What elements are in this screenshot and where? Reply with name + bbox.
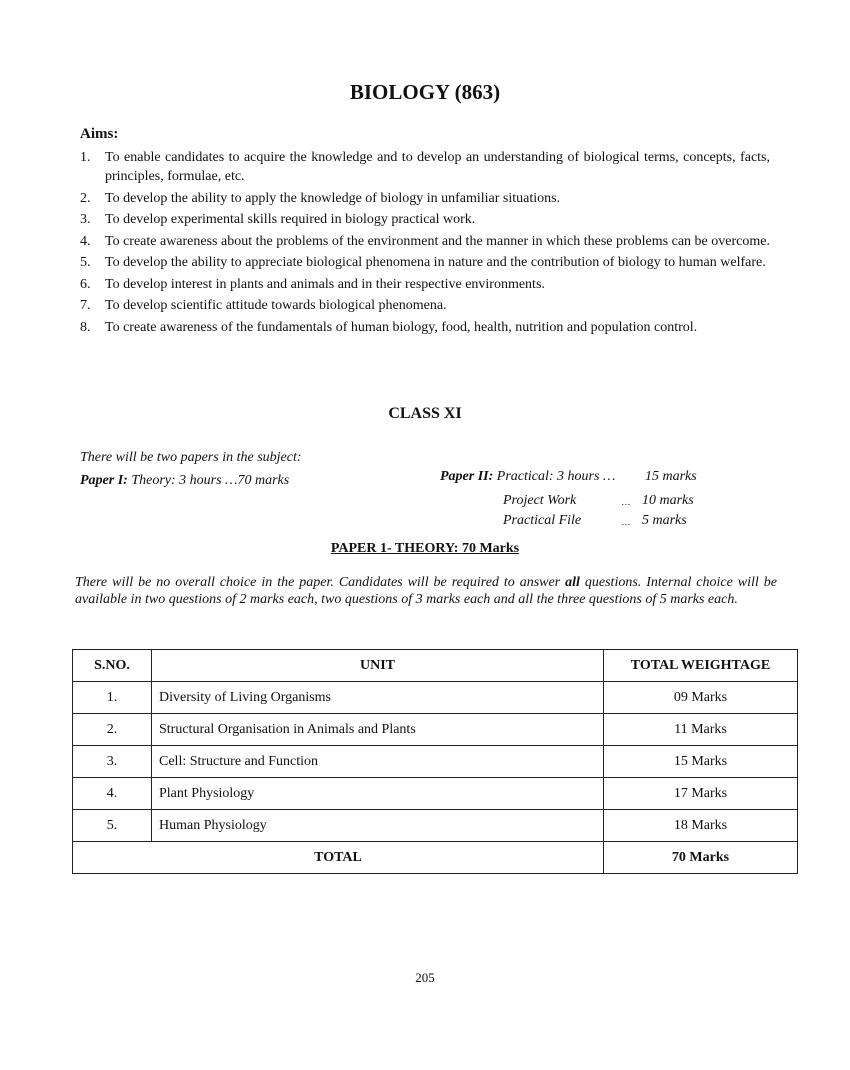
cell-sno: 5. [73, 810, 152, 842]
paper2-text: Practical: 3 hours … [496, 469, 616, 484]
header-weightage: TOTAL WEIGHTAGE [604, 650, 798, 682]
cell-unit: Diversity of Living Organisms [152, 682, 604, 714]
project-work-label: Project Work [503, 493, 577, 508]
table-row [73, 714, 798, 746]
cell-unit: Structural Organisation in Animals and Plants [152, 714, 604, 746]
page-title: BIOLOGY (863) [349, 80, 501, 104]
table-row [73, 682, 798, 714]
theory-heading: PAPER 1- THEORY: 70 Marks [330, 541, 520, 556]
instructions-text: There will be no overall choice in the paper. Candidates will be required to answer [75, 575, 566, 590]
aim-number: 7. [80, 298, 91, 313]
project-work-marks: 10 marks [642, 493, 694, 508]
table-row [73, 810, 798, 842]
aim-item [80, 210, 770, 229]
aim-text: To create awareness of the fundamentals of human biology, food, health, nutrition and population control. [105, 319, 698, 335]
aim-item [80, 275, 770, 294]
aim-item [80, 296, 770, 315]
aim-text: To create awareness about the problems of the environment and the manner in which these problems can be overcome. [105, 233, 770, 249]
weightage-table [72, 649, 798, 874]
header-unit: UNIT [152, 650, 604, 682]
aim-number: 1. [80, 150, 91, 165]
cell-weightage: 09 Marks [604, 682, 798, 714]
aim-number: 2. [80, 190, 91, 206]
instructions-bold: all [565, 575, 580, 590]
aim-number: 3. [80, 212, 91, 227]
aim-number: 5. [80, 255, 91, 270]
paper1-line [80, 473, 289, 489]
practical-file-dots: … [622, 517, 631, 527]
cell-weightage: 17 Marks [604, 778, 798, 810]
cell-sno: 3. [73, 746, 152, 778]
paper1-label: Paper I: [80, 473, 128, 488]
practical-file-marks: 5 marks [642, 513, 687, 528]
header-sno: S.NO. [73, 650, 152, 682]
cell-sno: 2. [73, 714, 152, 746]
cell-sno: 1. [73, 682, 152, 714]
cell-unit: Plant Physiology [152, 778, 604, 810]
aim-item [80, 148, 770, 186]
project-work-dots: … [622, 497, 631, 507]
cell-sno: 4. [73, 778, 152, 810]
cell-unit: Human Physiology [152, 810, 604, 842]
page-number: 205 [415, 970, 435, 985]
aims-list [80, 148, 770, 339]
total-value: 70 Marks [604, 842, 798, 874]
aim-number: 6. [80, 276, 91, 292]
cell-unit: Cell: Structure and Function [152, 746, 604, 778]
practical-file-label: Practical File [503, 513, 582, 528]
aim-item [80, 189, 770, 208]
cell-weightage: 15 Marks [604, 746, 798, 778]
practical-file-line [503, 513, 753, 531]
aim-text: To develop interest in plants and animals and in their respective environments. [105, 276, 545, 292]
table-row [73, 746, 798, 778]
table-header-row [73, 650, 798, 682]
paper2-line [440, 469, 740, 485]
aim-text: To develop the ability to appreciate biological phenomena in nature and the contribution of biology to human welfare. [105, 255, 766, 270]
aim-text: To develop experimental skills required in biology practical work. [105, 212, 476, 227]
project-work-line [503, 493, 753, 511]
table-total-row [73, 842, 798, 874]
papers-intro: There will be two papers in the subject: [80, 450, 302, 465]
paper2-label: Paper II: [440, 469, 494, 484]
aims-heading: Aims: [80, 126, 119, 142]
aim-item [80, 232, 770, 251]
class-heading: CLASS XI [388, 405, 462, 422]
aim-text: To develop the ability to apply the knowledge of biology in unfamiliar situations. [105, 190, 561, 206]
total-label: TOTAL [73, 842, 604, 874]
aim-item [80, 253, 770, 272]
aim-text: To enable candidates to acquire the knowledge and to develop an understanding of biological terms, concepts, facts, principles, formulae, etc. [105, 150, 770, 184]
cell-weightage: 18 Marks [604, 810, 798, 842]
table-row [73, 778, 798, 810]
cell-weightage: 11 Marks [604, 714, 798, 746]
instructions [75, 574, 777, 608]
aim-number: 4. [80, 233, 91, 249]
aim-item [80, 318, 770, 337]
aim-text: To develop scientific attitude towards biological phenomena. [105, 298, 447, 313]
instructions-text-cont: questions. Internal choice will be available in two questions of 2 marks each, two questions of 3 marks each and all the three questions of 5 marks each. [75, 575, 777, 607]
paper2-marks: 15 marks [645, 469, 697, 484]
paper1-text: Theory: 3 hours …70 marks [131, 473, 290, 488]
aim-number: 8. [80, 319, 91, 335]
